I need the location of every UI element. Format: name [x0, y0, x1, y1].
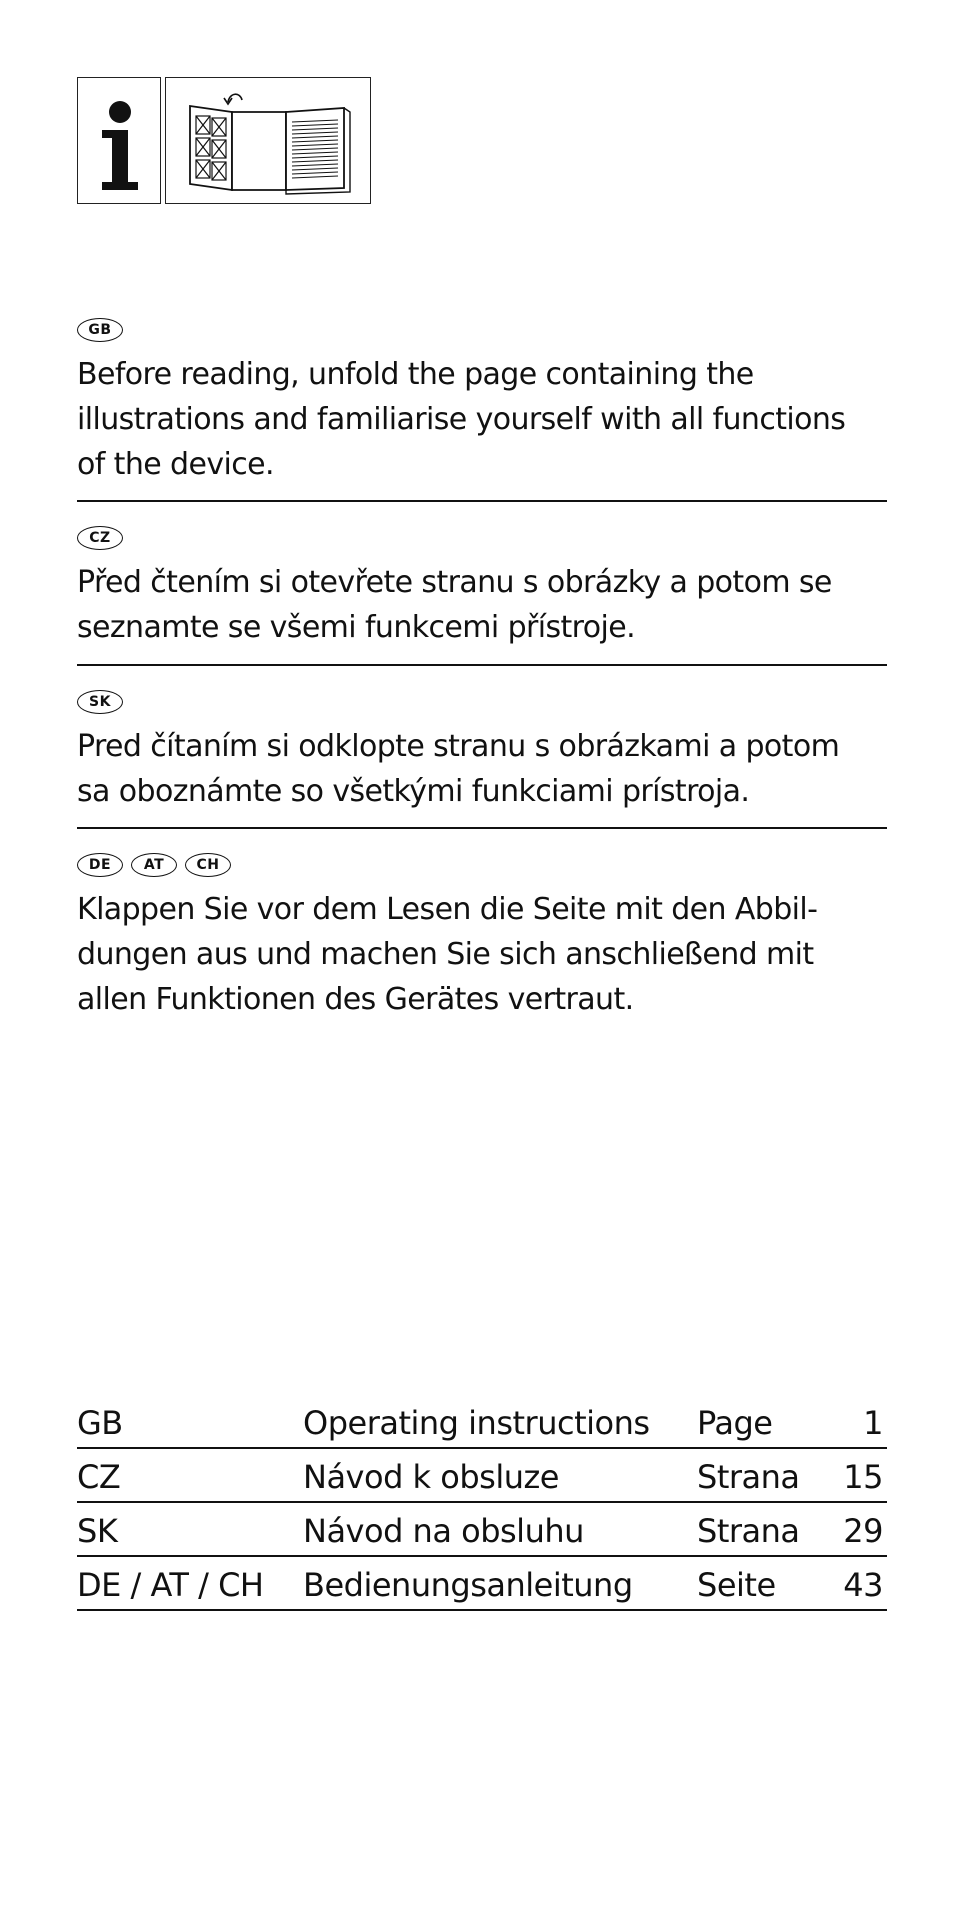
- language-badges: [77, 316, 887, 344]
- toc-country: GB: [77, 1404, 123, 1442]
- toc-page-label: Seite: [697, 1566, 776, 1604]
- divider: [77, 500, 887, 502]
- divider: [77, 664, 887, 666]
- notice-text-gb: Before reading, unfold the page containing the illustrations and familiarise yourself with all functions of the device.: [77, 357, 846, 482]
- toc-page-number: 29: [843, 1512, 883, 1550]
- toc-page-number: 1: [863, 1404, 883, 1442]
- notice-gb: [77, 316, 887, 487]
- toc-page-label: Page: [697, 1404, 773, 1442]
- toc-page-label: Strana: [697, 1512, 800, 1550]
- notice-text-sk: Pred čítaním si odklopte stranu s obrázkami a potom sa oboznámte so všetkými funkciami prístroja.: [77, 729, 840, 809]
- language-badge-gb: GB: [77, 318, 123, 342]
- toc-title: Operating instructions: [303, 1404, 650, 1442]
- unfold-pages-icon: [165, 77, 371, 204]
- notice-text-de: Klappen Sie vor dem Lesen die Seite mit den Abbil- dungen aus und machen Sie sich anschließend mit allen Funktionen des Gerätes vertraut.: [77, 892, 818, 1017]
- toc-page-number: 15: [843, 1458, 883, 1496]
- language-badge-de: DE: [77, 853, 123, 877]
- notice-de-at-ch: [77, 851, 887, 1022]
- language-badge-ch: CH: [185, 853, 231, 877]
- toc-page-number: 43: [843, 1566, 883, 1604]
- notice-text-cz: Před čtením si otevřete stranu s obrázky a potom se seznamte se všemi funkcemi přístroje.: [77, 565, 832, 645]
- toc-title: Návod k obsluze: [303, 1458, 559, 1496]
- language-badge-cz: CZ: [77, 526, 123, 550]
- language-badge-sk: SK: [77, 690, 123, 714]
- info-icon: [77, 77, 161, 204]
- divider: [77, 827, 887, 829]
- notice-sk: [77, 688, 887, 814]
- toc-title: Bedienungsanleitung: [303, 1566, 633, 1604]
- toc-title: Návod na obsluhu: [303, 1512, 584, 1550]
- notice-cz: [77, 524, 887, 650]
- toc-row[interactable]: [77, 1557, 887, 1611]
- toc-country: SK: [77, 1512, 118, 1550]
- toc-page-label: Strana: [697, 1458, 800, 1496]
- toc-row[interactable]: [77, 1503, 887, 1557]
- table-of-contents: [77, 1395, 887, 1611]
- language-badge-at: AT: [131, 853, 177, 877]
- language-badges: [77, 524, 887, 552]
- toc-country: CZ: [77, 1458, 121, 1496]
- language-badges: [77, 851, 887, 879]
- toc-country: DE / AT / CH: [77, 1566, 264, 1604]
- toc-row[interactable]: [77, 1395, 887, 1449]
- language-badges: [77, 688, 887, 716]
- toc-row[interactable]: [77, 1449, 887, 1503]
